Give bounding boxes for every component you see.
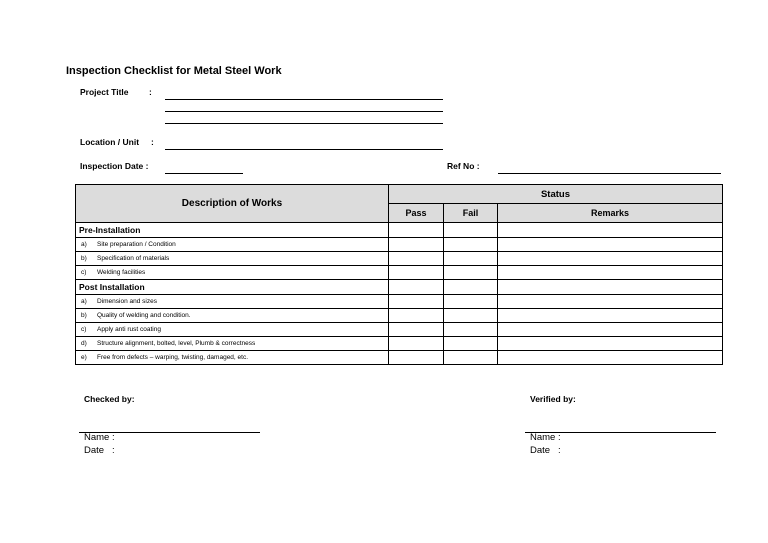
inspection-date-label: Inspection Date : bbox=[80, 161, 149, 171]
table-row bbox=[76, 252, 723, 266]
pass-cell[interactable] bbox=[389, 309, 444, 323]
item-description bbox=[76, 266, 389, 280]
header-pass: Pass bbox=[389, 204, 444, 223]
item-letter: a) bbox=[81, 298, 87, 305]
header-status: Status bbox=[389, 185, 723, 204]
section-title: Post Installation bbox=[76, 280, 389, 295]
item-letter: d) bbox=[81, 340, 87, 347]
fail-cell[interactable] bbox=[444, 309, 498, 323]
fail-cell[interactable] bbox=[444, 351, 498, 365]
ref-no-field-line[interactable] bbox=[498, 173, 721, 174]
pass-cell[interactable] bbox=[389, 295, 444, 309]
item-letter: b) bbox=[81, 255, 87, 262]
item-letter: c) bbox=[81, 326, 87, 333]
fail-cell[interactable] bbox=[444, 295, 498, 309]
table-row bbox=[76, 266, 723, 280]
location-colon: : bbox=[151, 137, 154, 147]
remarks-cell[interactable] bbox=[498, 351, 723, 365]
item-text: Dimension and sizes bbox=[97, 298, 157, 305]
checked-by-label: Checked by: bbox=[84, 394, 135, 404]
item-description bbox=[76, 351, 389, 365]
table-row bbox=[76, 309, 723, 323]
remarks-cell[interactable] bbox=[498, 337, 723, 351]
fail-cell[interactable] bbox=[444, 323, 498, 337]
item-description bbox=[76, 337, 389, 351]
item-description bbox=[76, 252, 389, 266]
fail-cell[interactable] bbox=[444, 252, 498, 266]
section-title: Pre-Installation bbox=[76, 223, 389, 238]
remarks-cell[interactable] bbox=[498, 266, 723, 280]
fail-cell[interactable] bbox=[444, 266, 498, 280]
section-row-post-installation bbox=[76, 280, 723, 295]
remarks-cell[interactable] bbox=[498, 252, 723, 266]
pass-cell[interactable] bbox=[389, 266, 444, 280]
remarks-cell[interactable] bbox=[498, 295, 723, 309]
table-row bbox=[76, 238, 723, 252]
header-fail: Fail bbox=[444, 204, 498, 223]
item-letter: b) bbox=[81, 312, 87, 319]
pass-cell[interactable] bbox=[389, 280, 444, 295]
item-text: Specification of materials bbox=[97, 255, 170, 262]
project-title-colon: : bbox=[149, 87, 152, 97]
item-text: Quality of welding and condition. bbox=[97, 312, 191, 319]
pass-cell[interactable] bbox=[389, 351, 444, 365]
fail-cell[interactable] bbox=[444, 280, 498, 295]
remarks-cell[interactable] bbox=[498, 323, 723, 337]
pass-cell[interactable] bbox=[389, 223, 444, 238]
fail-cell[interactable] bbox=[444, 238, 498, 252]
inspection-date-field-line[interactable] bbox=[165, 173, 243, 174]
item-description bbox=[76, 309, 389, 323]
page-title: Inspection Checklist for Metal Steel Work bbox=[66, 65, 282, 77]
table-row bbox=[76, 337, 723, 351]
item-text: Apply anti rust coating bbox=[97, 326, 161, 333]
fail-cell[interactable] bbox=[444, 223, 498, 238]
project-title-field-line-2[interactable] bbox=[165, 111, 443, 112]
item-text: Welding facilities bbox=[97, 269, 146, 276]
location-label: Location / Unit bbox=[80, 137, 140, 147]
item-letter: c) bbox=[81, 269, 87, 276]
pass-cell[interactable] bbox=[389, 323, 444, 337]
item-description bbox=[76, 238, 389, 252]
checked-by-name-label: Name : bbox=[84, 432, 115, 443]
remarks-cell[interactable] bbox=[498, 280, 723, 295]
item-description bbox=[76, 295, 389, 309]
header-remarks: Remarks bbox=[498, 204, 723, 223]
verified-by-name-label: Name : bbox=[530, 432, 561, 443]
verified-by-date-label: Date : bbox=[530, 445, 561, 456]
checklist-table bbox=[75, 184, 723, 365]
section-row-pre-installation bbox=[76, 223, 723, 238]
pass-cell[interactable] bbox=[389, 238, 444, 252]
checked-by-date-label: Date : bbox=[84, 445, 115, 456]
project-title-field-line-3[interactable] bbox=[165, 123, 443, 124]
header-description: Description of Works bbox=[76, 185, 389, 223]
item-text: Structure alignment, bolted, level, Plumb & correctness bbox=[97, 340, 256, 347]
verified-by-label: Verified by: bbox=[530, 394, 576, 404]
project-title-label: Project Title bbox=[80, 87, 129, 97]
ref-no-label: Ref No : bbox=[447, 161, 480, 171]
fail-cell[interactable] bbox=[444, 337, 498, 351]
pass-cell[interactable] bbox=[389, 252, 444, 266]
pass-cell[interactable] bbox=[389, 337, 444, 351]
remarks-cell[interactable] bbox=[498, 238, 723, 252]
item-letter: e) bbox=[81, 354, 87, 361]
table-row bbox=[76, 323, 723, 337]
item-text: Site preparation / Condition bbox=[97, 241, 176, 248]
table-row bbox=[76, 351, 723, 365]
table-row bbox=[76, 295, 723, 309]
item-text: Free from defects – warping, twisting, damaged, etc. bbox=[97, 354, 249, 361]
item-description bbox=[76, 323, 389, 337]
remarks-cell[interactable] bbox=[498, 223, 723, 238]
location-field-line[interactable] bbox=[165, 149, 443, 150]
item-letter: a) bbox=[81, 241, 87, 248]
project-title-field-line-1[interactable] bbox=[165, 99, 443, 100]
remarks-cell[interactable] bbox=[498, 309, 723, 323]
